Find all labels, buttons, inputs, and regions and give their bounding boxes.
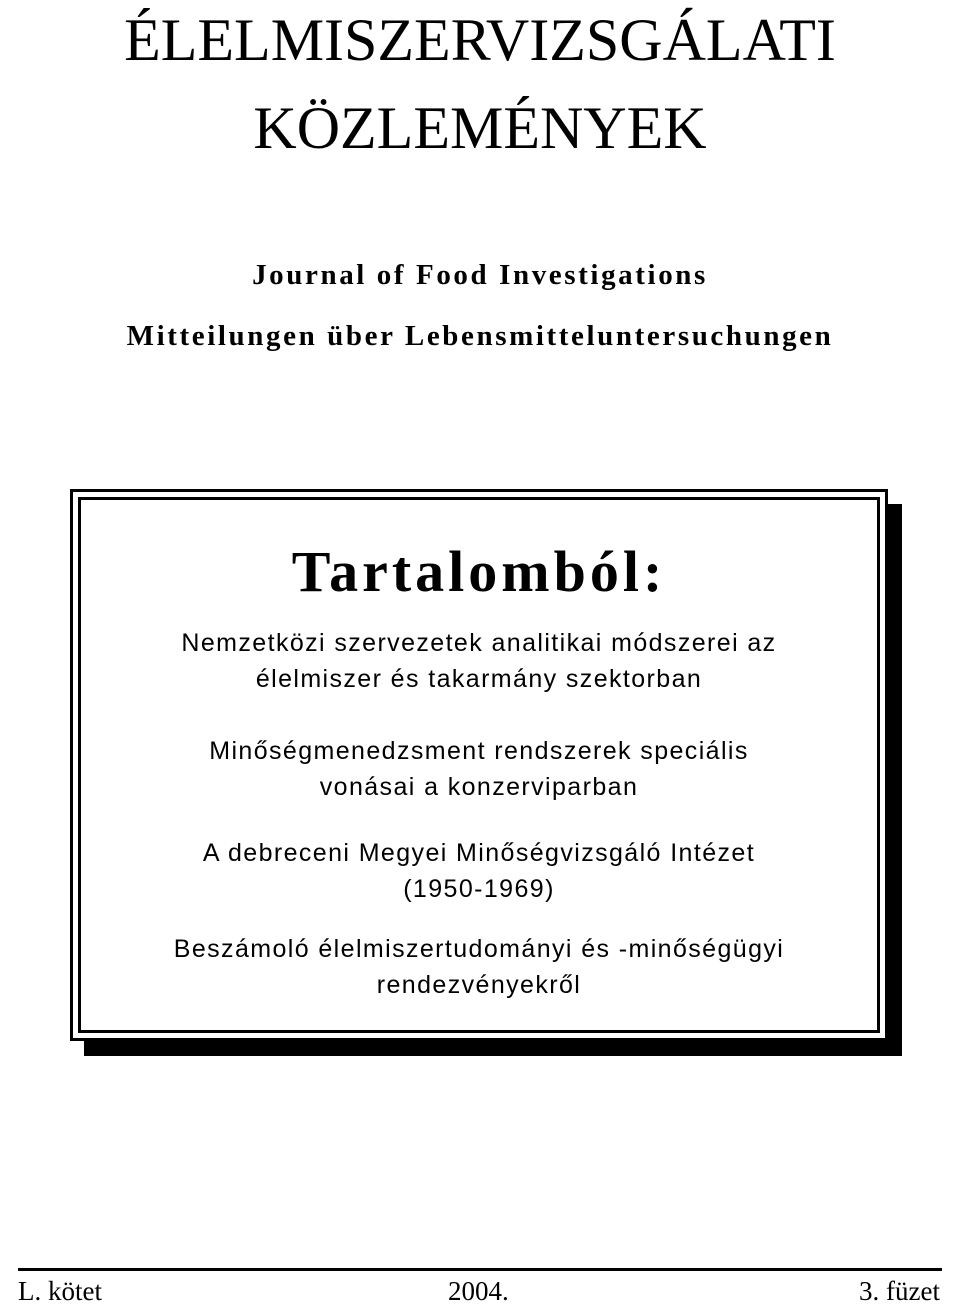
contents-heading: Tartalomból:	[291, 539, 667, 604]
contents-entry-line: Beszámoló élelmiszertudományi és -minőségügyi	[173, 935, 785, 963]
contents-entry-line: Nemzetközi szervezetek analitikai módszerei az	[181, 629, 777, 657]
subtitle-german: Mitteilungen über Lebensmitteluntersuchungen	[126, 320, 834, 352]
contents-box	[70, 489, 888, 1041]
contents-entry-line: rendezvényekről	[376, 971, 582, 999]
contents-entry-line: Minőségmenedzsment rendszerek speciális	[209, 737, 749, 765]
footer-volume: L. kötet	[18, 1276, 102, 1306]
journal-title-line-2: KÖZLEMÉNYEK	[253, 95, 707, 161]
subtitle-english: Journal of Food Investigations	[252, 259, 708, 291]
journal-title-line-1: ÉLELMISZERVIZSGÁLATI	[124, 7, 836, 73]
footer-divider	[18, 1268, 942, 1271]
contents-entry-line: vonásai a konzerviparban	[319, 773, 639, 801]
contents-entry	[81, 625, 877, 697]
contents-entry	[81, 931, 877, 1003]
contents-entry-line: élelmiszer és takarmány szektorban	[255, 665, 703, 693]
contents-entry	[81, 835, 877, 907]
contents-box-inner	[78, 497, 880, 1033]
contents-entry-line: A debreceni Megyei Minőségvizsgáló Intézet	[202, 839, 756, 867]
contents-entry-line: (1950-1969)	[403, 875, 555, 903]
footer-issue: 3. füzet	[859, 1276, 940, 1306]
footer-year: 2004.	[448, 1276, 509, 1306]
contents-entry	[81, 733, 877, 805]
